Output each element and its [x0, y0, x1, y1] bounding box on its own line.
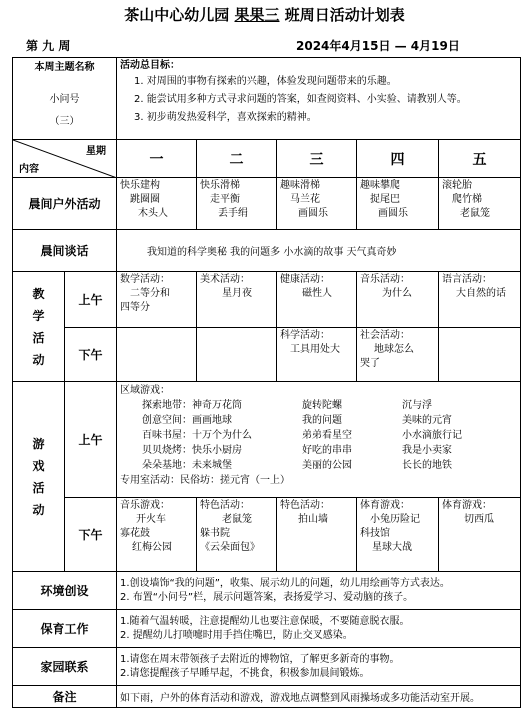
region-item: 好吃的串串	[302, 445, 352, 456]
games-label-text: 游戏活动	[32, 436, 45, 517]
environment-content	[117, 572, 521, 610]
outdoor-row	[13, 178, 521, 230]
teaching-morning-fri	[439, 272, 521, 328]
outdoor-cell-wed	[277, 178, 357, 230]
activity-text: 马兰花	[290, 194, 320, 205]
region-item: 沉与浮	[402, 400, 432, 411]
activity-text: 大自然的话	[456, 288, 506, 299]
region-row	[120, 428, 517, 443]
teaching-morning-row	[13, 272, 521, 328]
special-room-activity: 专用室活动：民俗坊：搓元宵（一上）	[120, 475, 290, 486]
title-class: 果果三	[234, 6, 280, 24]
activity-text: 木头人	[138, 208, 168, 219]
talk-row	[13, 230, 521, 272]
goals-cell	[117, 58, 521, 140]
teaching-afternoon-fri	[439, 328, 521, 382]
teaching-morning-mon	[117, 272, 197, 328]
region-item: 美味的元宵	[402, 415, 452, 426]
talk-topics: 我知道的科学奥秘 我的问题多 小水滴的故事 天气真奇妙	[117, 230, 521, 272]
activity-text: 星球大战	[372, 542, 412, 553]
teaching-morning-thu	[357, 272, 439, 328]
activity-text: 《云朵面包》	[200, 542, 260, 553]
activity-text: 画圆乐	[298, 208, 328, 219]
home-line: 2.请您提醒孩子早睡早起，不挑食，积极参加晨间锻炼。	[120, 667, 370, 679]
games-afternoon-tue	[197, 498, 277, 572]
environment-label: 环境创设	[13, 572, 117, 610]
teaching-afternoon-label: 下午	[65, 328, 117, 382]
header-row	[13, 140, 521, 178]
activity-text: 切西瓜	[464, 514, 494, 525]
day-wednesday: 三	[277, 140, 357, 178]
activity-text: 趣味滑梯	[280, 180, 320, 191]
theme-cell	[13, 58, 117, 140]
activity-text: 滚轮胎	[442, 180, 472, 191]
environment-line: 2. 布置“小问号”栏，展示问题答案，表扬爱学习、爱动脑的孩子。	[120, 591, 414, 603]
activity-text: 走平衡	[210, 194, 240, 205]
home-contact-content	[117, 648, 521, 686]
activity-text: 特色活动：	[280, 500, 330, 511]
environment-line: 1.创设墙饰“我的问题”，收集、展示幼儿的问题，幼儿用绘画等方式表达。	[120, 577, 450, 589]
goal-item: 1. 对周围的事物有探索的兴趣，体验发现问题带来的乐趣。	[134, 76, 397, 87]
activity-text: 四等分	[120, 302, 150, 313]
region-item: 朵朵基地：未来城堡	[142, 460, 232, 471]
care-line: 1.随着气温转暖，注意提醒幼儿也要注意保暖，不要随意脱衣服。	[120, 615, 410, 627]
region-row	[120, 413, 517, 428]
activity-text: 快乐建构	[120, 180, 160, 191]
teaching-afternoon-mon	[117, 328, 197, 382]
activity-text: 寡花鼓	[120, 528, 150, 539]
activity-plan-table	[12, 57, 521, 708]
activity-text: 丢手绢	[218, 208, 248, 219]
goal-item: 2. 能尝试用多种方式寻求问题的答案，如查阅资料、小实验、请教别人等。	[134, 94, 467, 105]
day-tuesday: 二	[197, 140, 277, 178]
games-afternoon-label: 下午	[65, 498, 117, 572]
activity-text: 科技馆	[360, 528, 390, 539]
region-item: 弟弟看星空	[302, 430, 352, 441]
remarks-row	[13, 686, 521, 708]
activity-text: 健康活动：	[280, 274, 330, 285]
games-label	[13, 382, 65, 572]
activity-text: 体育游戏：	[442, 500, 492, 511]
remarks-label: 备注	[13, 686, 117, 708]
activity-text: 地球怎么	[374, 344, 414, 355]
outdoor-cell-mon	[117, 178, 197, 230]
talk-label: 晨间谈话	[13, 230, 117, 272]
theme-row	[13, 58, 521, 140]
games-morning-row	[13, 382, 521, 498]
games-afternoon-thu	[357, 498, 439, 572]
games-morning-label: 上午	[65, 382, 117, 498]
activity-text: 音乐活动：	[360, 274, 410, 285]
region-item: 贝贝烧烤：快乐小厨房	[142, 445, 242, 456]
day-thursday: 四	[357, 140, 439, 178]
theme-label: 本周主题名称	[34, 62, 95, 73]
activity-text: 老鼠笼	[222, 514, 252, 525]
remarks-content: 如下雨，户外的体育活动和游戏，游戏地点调整到风雨操场或多功能活动室开展。	[117, 686, 521, 708]
teaching-label	[13, 272, 65, 382]
activity-text: 社会活动：	[360, 330, 410, 341]
region-item: 我是小卖家	[402, 445, 452, 456]
activity-text: 音乐游戏：	[120, 500, 170, 511]
activity-text: 语言活动：	[442, 274, 492, 285]
region-item: 百味书屋：十万个为什么	[142, 430, 252, 441]
outdoor-cell-tue	[197, 178, 277, 230]
theme-name-part: （三）	[49, 116, 80, 127]
day-monday: 一	[117, 140, 197, 178]
games-afternoon-row	[13, 498, 521, 572]
games-afternoon-mon	[117, 498, 197, 572]
date-range: 2024年4月15日 — 4月19日	[296, 39, 460, 53]
region-item: 探索地带：神奇万花筒	[142, 400, 242, 411]
activity-text: 科学活动：	[280, 330, 330, 341]
activity-text: 趣味攀爬	[360, 180, 400, 191]
activity-text: 特色活动：	[200, 500, 250, 511]
header-week-word: 星期	[86, 146, 106, 157]
activity-text: 二等分和	[130, 288, 170, 299]
region-item: 旋转陀螺	[302, 400, 342, 411]
care-line: 2. 提醒幼儿打喷嚏时用手挡住嘴巴，防止交叉感染。	[120, 629, 353, 641]
region-label: 区域游戏：	[120, 385, 170, 396]
home-contact-label: 家园联系	[13, 648, 117, 686]
region-item: 长长的地铁	[402, 460, 452, 471]
region-item: 小水滴旅行记	[402, 430, 462, 441]
week-number: 第 九 周	[26, 39, 71, 53]
goal-item: 3. 初步萌发热爱科学，喜欢探索的精神。	[134, 112, 317, 123]
header-diagonal-cell	[13, 140, 117, 178]
teaching-afternoon-tue	[197, 328, 277, 382]
activity-text: 躲书院	[200, 528, 230, 539]
region-row	[120, 458, 517, 473]
activity-text: 体育游戏：	[360, 500, 410, 511]
header-content-word: 内容	[19, 164, 39, 175]
care-row	[13, 610, 521, 648]
home-row	[13, 648, 521, 686]
teaching-afternoon-row	[13, 328, 521, 382]
region-item: 我的问题	[302, 415, 342, 426]
document-title	[0, 4, 529, 25]
theme-name: 小问号	[49, 94, 80, 105]
teaching-label-text: 教学活动	[32, 286, 45, 367]
region-row	[120, 398, 517, 413]
title-suffix: 班周日活动计划表	[284, 6, 405, 24]
environment-row	[13, 572, 521, 610]
activity-text: 工具用处大	[290, 344, 340, 355]
activity-text: 跳圈圈	[130, 194, 160, 205]
outdoor-cell-thu	[357, 178, 439, 230]
goals-label: 活动总目标：	[120, 60, 180, 71]
activity-text: 爬竹梯	[452, 194, 482, 205]
activity-text: 红梅公园	[132, 542, 172, 553]
teaching-morning-tue	[197, 272, 277, 328]
activity-text: 画圆乐	[378, 208, 408, 219]
activity-text: 快乐滑梯	[200, 180, 240, 191]
care-label: 保育工作	[13, 610, 117, 648]
activity-text: 拍山墙	[298, 514, 328, 525]
outdoor-cell-fri	[439, 178, 521, 230]
activity-text: 美术活动：	[200, 274, 250, 285]
activity-text: 数学活动：	[120, 274, 170, 285]
teaching-afternoon-wed	[277, 328, 357, 382]
games-afternoon-wed	[277, 498, 357, 572]
teaching-morning-label: 上午	[65, 272, 117, 328]
region-item: 美丽的公园	[302, 460, 352, 471]
outdoor-label: 晨间户外活动	[13, 178, 117, 230]
day-friday: 五	[439, 140, 521, 178]
care-content	[117, 610, 521, 648]
activity-text: 老鼠笼	[460, 208, 490, 219]
activity-text: 哭了	[360, 358, 380, 369]
teaching-morning-wed	[277, 272, 357, 328]
games-afternoon-fri	[439, 498, 521, 572]
title-prefix: 茶山中心幼儿园	[124, 6, 230, 24]
region-row	[120, 443, 517, 458]
home-line: 1.请您在周末带领孩子去附近的博物馆，了解更多新奇的事物。	[120, 653, 400, 665]
activity-text: 捉尾巴	[370, 194, 400, 205]
activity-text: 为什么	[382, 288, 412, 299]
activity-text: 磁性人	[302, 288, 332, 299]
teaching-afternoon-thu	[357, 328, 439, 382]
region-games-cell	[117, 382, 521, 498]
activity-text: 星月夜	[222, 288, 252, 299]
activity-text: 小兔历险记	[370, 514, 420, 525]
region-item: 创意空间：画画地球	[142, 415, 232, 426]
activity-text: 开火车	[136, 514, 166, 525]
